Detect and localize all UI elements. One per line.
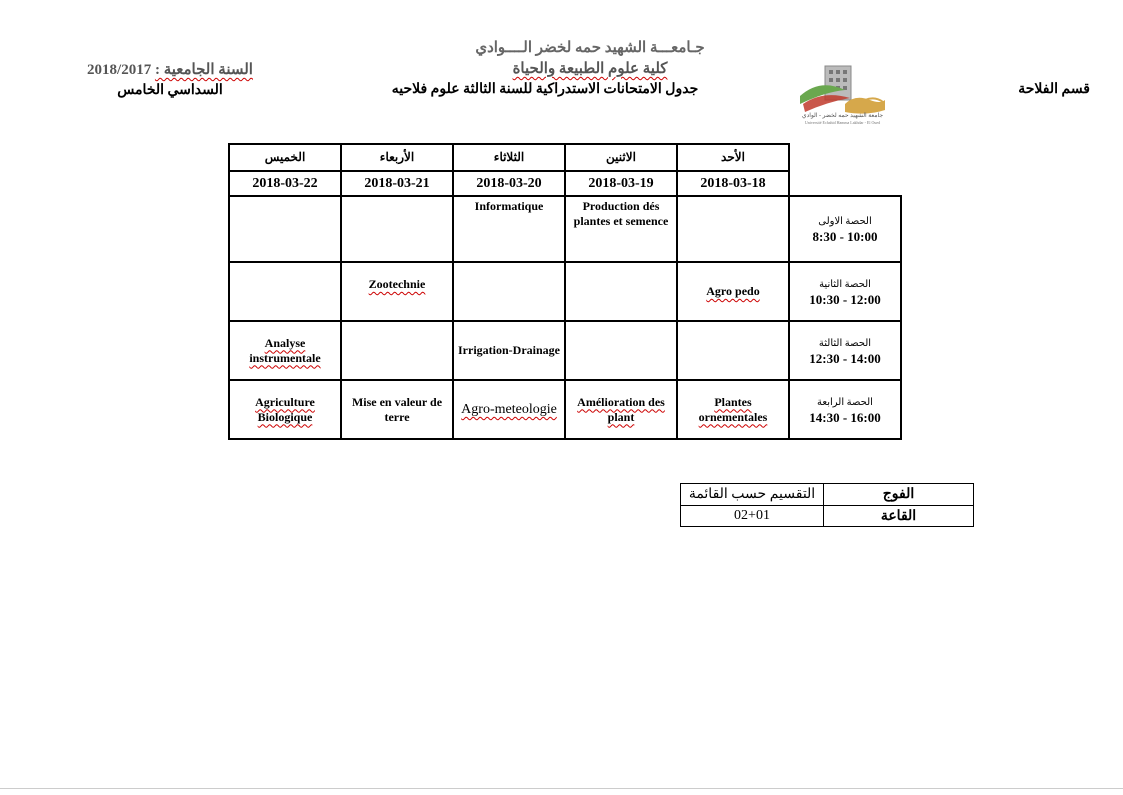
page-title: جدول الامتحانات الاستدراكية للسنة الثالثة علوم فلاحيه: [391, 82, 699, 97]
day-header-tuesday: الثلاثاء: [452, 143, 566, 172]
day-header-wednesday: الأربعاء: [340, 143, 454, 172]
exam-cell-r3-wednesday: [340, 320, 454, 381]
exam-cell-r3-tuesday: Irrigation-Drainage: [452, 320, 566, 381]
exam-cell-r4-tuesday: Agro-meteologie: [452, 379, 566, 440]
exam-cell-r2-monday: [564, 261, 678, 322]
group-value: التقسيم حسب القائمة: [680, 483, 824, 506]
exam-cell-r2-sunday: Agro pedo: [676, 261, 790, 322]
day-header-monday: الاثنين: [564, 143, 678, 172]
exam-cell-r1-sunday: [676, 195, 790, 263]
room-label: القاعة: [823, 505, 974, 527]
page-bottom-edge: [0, 788, 1123, 789]
exam-cell-r2-thursday: [228, 261, 342, 322]
day-date-wednesday: 2018-03-21: [340, 170, 454, 197]
day-header-sunday: الأحد: [676, 143, 790, 172]
exam-cell-r2-tuesday: [452, 261, 566, 322]
group-label: الفوج: [823, 483, 974, 506]
logo-caption: جامعة الشهيد حمه لخضر - الوادي: [801, 113, 884, 119]
day-date-monday: 2018-03-19: [564, 170, 678, 197]
exam-cell-r4-wednesday: Mise en valeur de terre: [340, 379, 454, 440]
slot-time: 12:30 - 14:00: [809, 350, 881, 366]
exam-cell-r1-monday: Production dés plantes et semence: [564, 195, 678, 263]
slot-2: [788, 261, 902, 322]
logo-caption-latin: Université Echahid Hamma Lakhdar - El Oued: [804, 120, 881, 125]
academic-year: السنة الجامعية : 2018/2017: [87, 62, 253, 78]
faculty-name: كلية علوم الطبيعة والحياة: [512, 61, 668, 77]
day-date-sunday: 2018-03-18: [676, 170, 790, 197]
slot-3: [788, 320, 902, 381]
exam-cell-r4-monday: Amélioration des plant: [564, 379, 678, 440]
day-date-tuesday: 2018-03-20: [452, 170, 566, 197]
slot-name: الحصة الرابعة: [817, 396, 873, 408]
exam-cell-r3-thursday: Analyse instrumentale: [228, 320, 342, 381]
exam-cell-r3-sunday: [676, 320, 790, 381]
semester-label: السداسي الخامس: [117, 83, 223, 98]
exam-cell-r4-sunday: Plantes ornementales: [676, 379, 790, 440]
slot-time: 14:30 - 16:00: [809, 409, 881, 425]
exam-cell-r2-wednesday: Zootechnie: [340, 261, 454, 322]
day-header-thursday: الخميس: [228, 143, 342, 172]
exam-cell-r1-thursday: [228, 195, 342, 263]
slot-4: [788, 379, 902, 440]
slot-time: 8:30 - 10:00: [812, 229, 878, 244]
exam-cell-r3-monday: [564, 320, 678, 381]
university-name: جـامعـــة الشهيد حمه لخضر الــــوادي: [475, 40, 705, 56]
slot-time: 10:30 - 12:00: [809, 291, 881, 307]
day-date-thursday: 2018-03-22: [228, 170, 342, 197]
exam-cell-r4-thursday: Agriculture Biologique: [228, 379, 342, 440]
slot-1: [788, 195, 902, 263]
slot-name: الحصة الثانية: [819, 278, 871, 290]
slot-name: الحصة الثالثة: [818, 337, 872, 349]
university-logo: [795, 60, 890, 130]
department-label: قسم الفلاحة: [1018, 82, 1090, 97]
exam-cell-r1-wednesday: [340, 195, 454, 263]
room-value: 02+01: [680, 505, 824, 527]
exam-cell-r1-tuesday: Informatique: [452, 195, 566, 263]
slot-name: الحصة الاولى: [818, 216, 872, 227]
